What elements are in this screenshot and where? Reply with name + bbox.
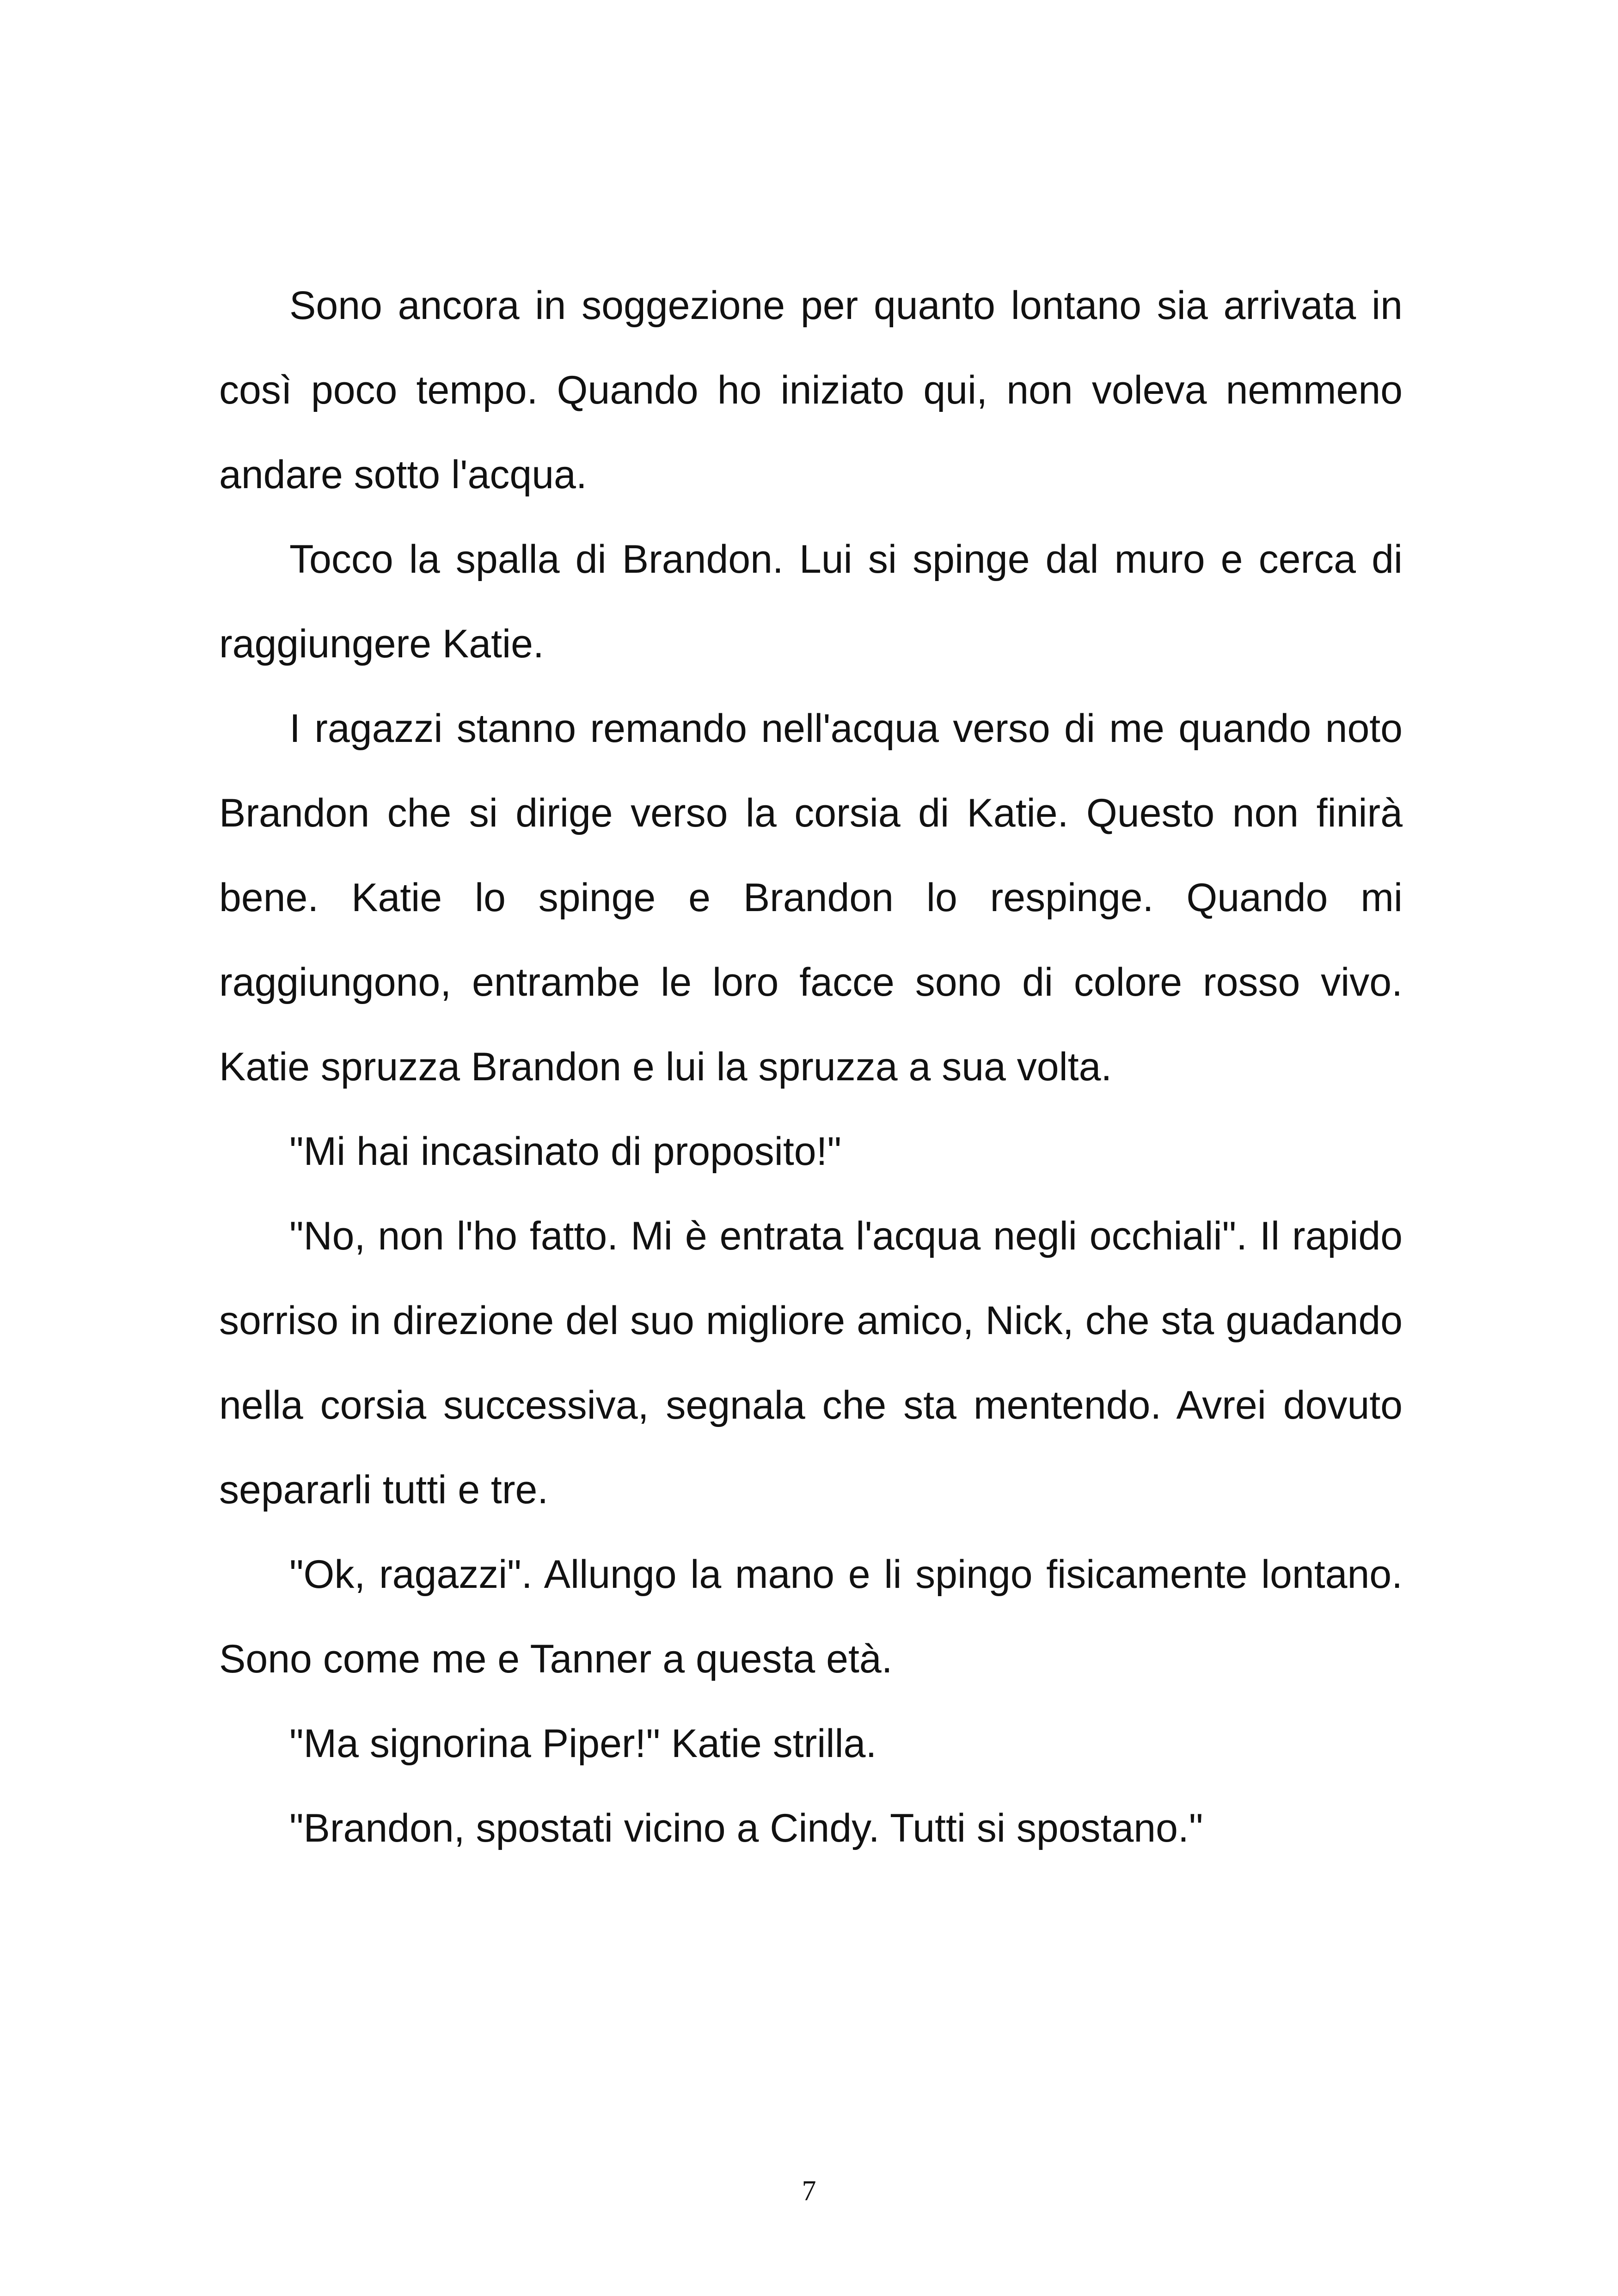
paragraph: "Mi hai incasinato di proposito!" <box>289 1129 842 1174</box>
paragraph: Tocco la spalla di Brandon. Lui si spinge dal muro e cerca di raggiungere Katie. <box>219 537 1403 666</box>
paragraph: "Ok, ragazzi". Allungo la mano e li spingo fisicamente lontano. Sono come me e Tanner a questa età. <box>219 1552 1403 1681</box>
paragraph: "Ma signorina Piper!" Katie strilla. <box>289 1721 877 1766</box>
paragraph: Sono ancora in soggezione per quanto lontano sia arrivata in così poco tempo. Quando ho iniziato qui, non voleva nemmeno andare sotto l'acqua. <box>219 283 1403 497</box>
body-text <box>219 263 1403 1871</box>
paragraph: "Brandon, spostati vicino a Cindy. Tutti si spostano." <box>289 1806 1203 1850</box>
paragraph: "No, non l'ho fatto. Mi è entrata l'acqua negli occhiali". Il rapido sorriso in direzione del suo migliore amico, Nick, che sta guadando nella corsia successiva, segnala che sta mentendo. Avrei dovuto separarli tutti e tre. <box>219 1214 1403 1512</box>
page-number: 7 <box>802 2175 816 2207</box>
paragraph: I ragazzi stanno remando nell'acqua verso di me quando noto Brandon che si dirige verso la corsia di Katie. Questo non finirà bene. Katie lo spinge e Brandon lo respinge. Quando mi raggiungono, entrambe le loro facce sono di colore rosso vivo. Katie spruzza Brandon e lui la spruzza a sua volta. <box>219 706 1403 1089</box>
